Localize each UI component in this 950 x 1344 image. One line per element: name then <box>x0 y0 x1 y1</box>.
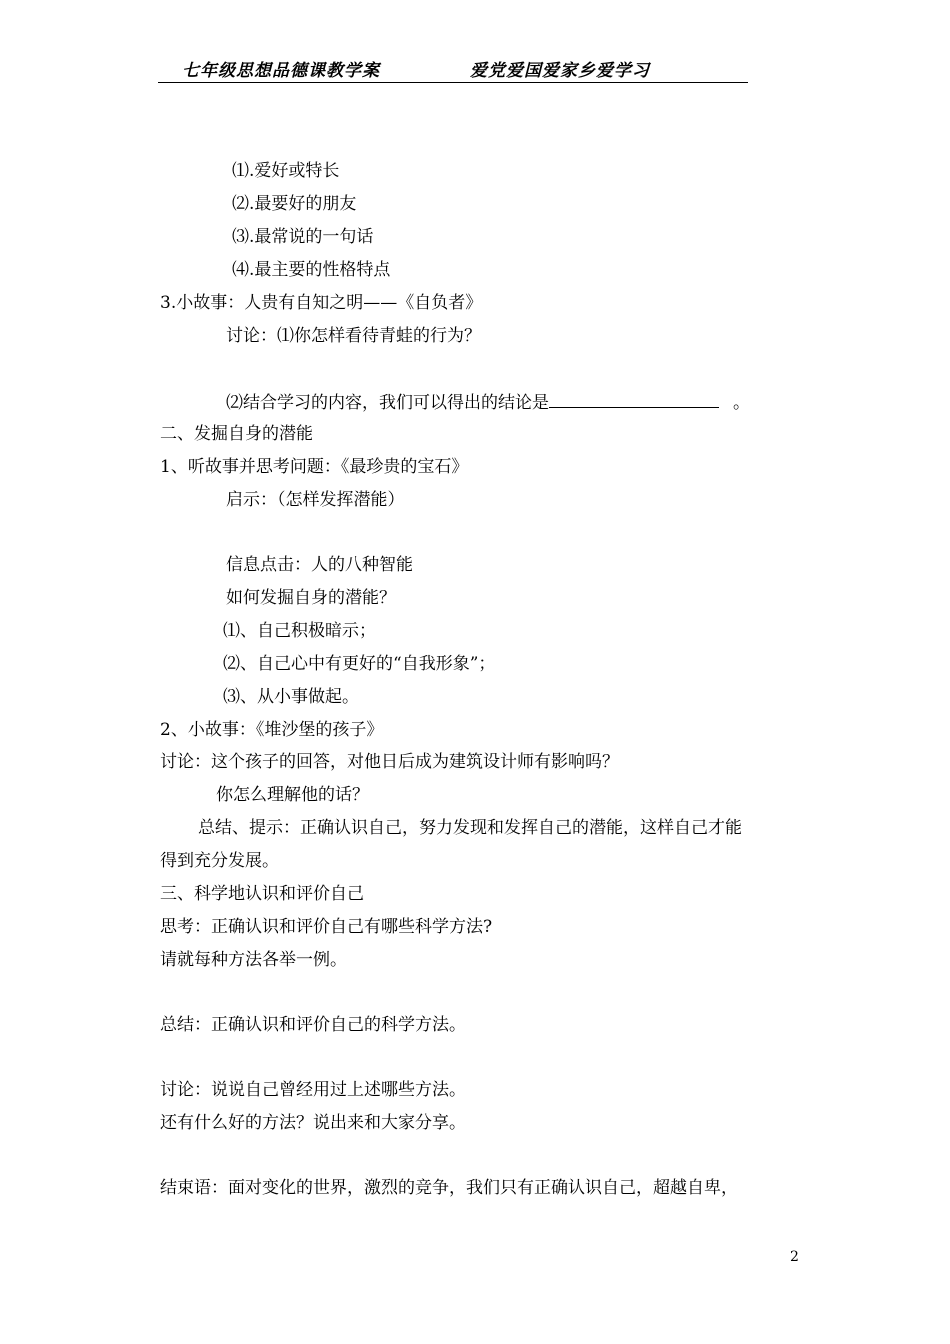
section-heading-2: 二、发掘自身的潜能 <box>160 424 313 444</box>
story-heading-sandcastle: 2、小故事：《堆沙堡的孩子》 <box>160 720 384 740</box>
potential-question: 如何发掘自身的潜能？ <box>226 588 396 608</box>
list-item-common-saying: ⑶.最常说的一句话 <box>232 227 374 247</box>
question-2-text: ⑵结合学习的内容，我们可以得出的结论是 <box>226 393 549 413</box>
discussion-sandcastle-followup: 你怎么理解他的话？ <box>216 785 369 805</box>
summary-line-1: 总结、提示：正确认识自己，努力发现和发挥自己的潜能，这样自己才能 <box>198 818 742 838</box>
header-title-right: 爱党爱国爱家乡爱学习 <box>470 61 650 81</box>
closing-remarks: 结束语：面对变化的世界，激烈的竞争，我们只有正确认识自己，超越自卑， <box>160 1178 738 1198</box>
header-title-left: 七年级思想品德课教学案 <box>182 61 380 81</box>
methods-share: 还有什么好的方法？说出来和大家分享。 <box>160 1113 466 1133</box>
info-click-line: 信息点击：人的八种智能 <box>226 555 413 575</box>
list-item-self-image: ⑵、自己心中有更好的“自我形象”； <box>223 654 496 674</box>
methods-summary: 总结：正确认识和评价自己的科学方法。 <box>160 1015 466 1035</box>
discussion-question-2 <box>226 390 750 414</box>
think-question: 思考：正确认识和评价自己有哪些科学方法? <box>160 917 493 937</box>
list-item-best-friend: ⑵.最要好的朋友 <box>232 194 357 214</box>
list-item-positive-suggestion: ⑴、自己积极暗示； <box>223 621 376 641</box>
methods-discussion: 讨论：说说自己曾经用过上述哪些方法。 <box>160 1080 466 1100</box>
discussion-question-1: 讨论：⑴你怎样看待青蛙的行为？ <box>226 326 481 346</box>
question-2-end: 。 <box>733 393 750 413</box>
discussion-sandcastle: 讨论：这个孩子的回答，对他日后成为建筑设计师有影响吗？ <box>160 752 619 772</box>
inspiration-line: 启示：（怎样发挥潜能） <box>226 490 405 510</box>
list-item-small-things: ⑶、从小事做起。 <box>223 687 359 707</box>
list-item-personality: ⑷.最主要的性格特点 <box>232 260 391 280</box>
story-heading-arrogant: 3.小故事：人贵有自知之明——《自负者》 <box>160 293 483 313</box>
page-header <box>158 56 748 83</box>
example-request: 请就每种方法各举一例。 <box>160 950 347 970</box>
page-number: 2 <box>790 1249 799 1265</box>
section-heading-3: 三、科学地认识和评价自己 <box>160 884 364 904</box>
summary-line-2: 得到充分发展。 <box>160 851 279 871</box>
story-heading-gem: 1、听故事并思考问题：《最珍贵的宝石》 <box>160 457 469 477</box>
answer-blank <box>549 390 719 408</box>
list-item-hobby: ⑴.爱好或特长 <box>232 161 340 181</box>
